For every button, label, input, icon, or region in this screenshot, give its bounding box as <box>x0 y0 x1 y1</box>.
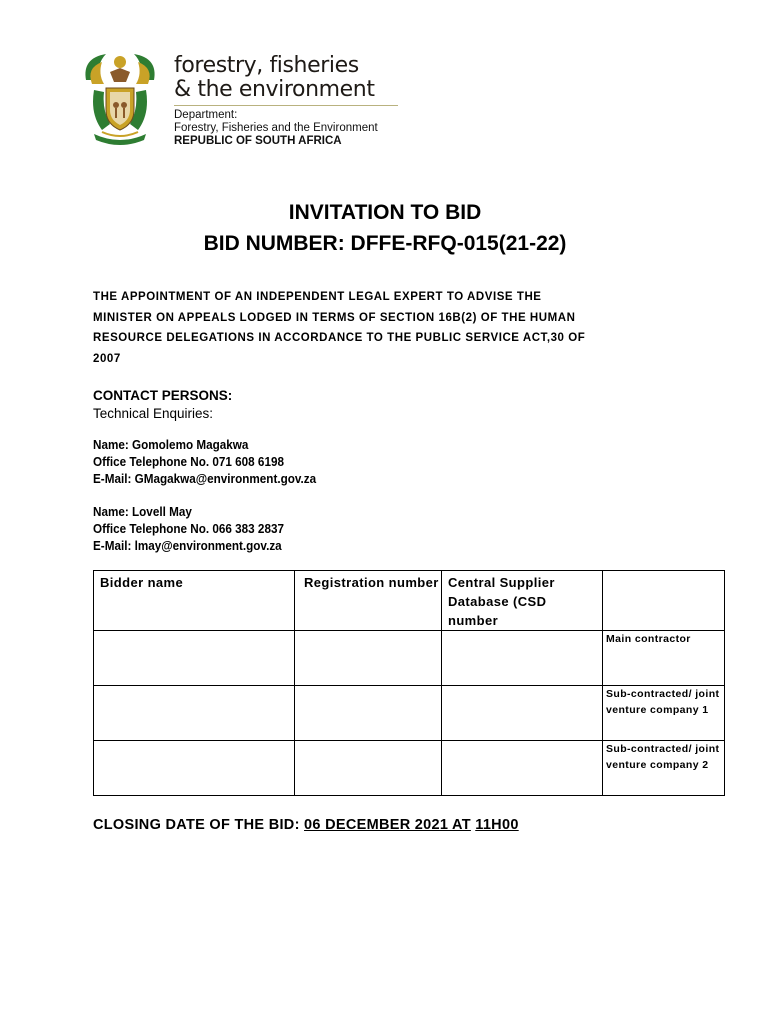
closing-time-value: 11H00 <box>475 817 519 833</box>
registration-number-cell[interactable] <box>295 686 442 741</box>
contact-phone: Office Telephone No. 066 383 2837 <box>93 521 284 536</box>
table-row <box>94 631 725 686</box>
table-header-row <box>94 571 725 631</box>
bidder-name-cell[interactable] <box>94 631 295 686</box>
subject-line: THE APPOINTMENT OF AN INDEPENDENT LEGAL EXPERT TO ADVISE THE <box>93 291 542 303</box>
csd-number-cell[interactable] <box>442 686 603 741</box>
table-row <box>94 741 725 796</box>
bidder-name-cell[interactable] <box>94 741 295 796</box>
role-cell: Sub-contracted/ joint venture company 2 <box>603 741 725 796</box>
document-title: INVITATION TO BID <box>288 201 482 224</box>
department-label: Department: <box>174 109 238 121</box>
contact-name: Name: Gomolemo Magakwa <box>93 437 249 452</box>
coat-of-arms-logo <box>80 50 160 148</box>
table-header-cell <box>603 571 725 631</box>
role-cell: Main contractor <box>603 631 725 686</box>
subject-line: RESOURCE DELEGATIONS IN ACCORDANCE TO THE PUBLIC SERVICE ACT,30 OF <box>93 332 586 344</box>
subject-line: 2007 <box>93 352 121 365</box>
contact-name: Name: Lovell May <box>93 504 192 519</box>
country-name: REPUBLIC OF SOUTH AFRICA <box>174 135 342 147</box>
technical-enquiries-label: Technical Enquiries: <box>93 406 214 421</box>
contact-persons-heading: CONTACT PERSONS: <box>93 388 233 403</box>
registration-number-cell[interactable] <box>295 741 442 796</box>
brand-line-1: forestry, fisheries <box>174 53 359 78</box>
closing-date-label: CLOSING DATE OF THE BID: <box>93 817 305 833</box>
contact-email[interactable]: E-Mail: GMagakwa@environment.gov.za <box>93 471 317 486</box>
brand-line-2: & the environment <box>174 77 375 102</box>
bid-subject <box>93 287 693 369</box>
contact-person-2 <box>93 503 305 554</box>
subject-line: MINISTER ON APPEALS LODGED IN TERMS OF SECTION 16B(2) OF THE HUMAN <box>93 311 576 324</box>
bid-number: BID NUMBER: DFFE-RFQ-015(21-22) <box>203 232 567 255</box>
table-row <box>94 686 725 741</box>
contact-email[interactable]: E-Mail: lmay@environment.gov.za <box>93 538 282 553</box>
closing-date <box>93 817 519 833</box>
bidder-table <box>93 570 725 796</box>
contact-person-1 <box>93 436 341 487</box>
role-cell: Sub-contracted/ joint venture company 1 <box>603 686 725 741</box>
brand-divider <box>174 105 398 106</box>
csd-number-cell[interactable] <box>442 741 603 796</box>
department-name: Forestry, Fisheries and the Environment <box>174 122 378 134</box>
table-header-cell: Central Supplier Database (CSD number <box>442 571 603 631</box>
closing-date-value: 06 DECEMBER 2021 AT <box>304 817 471 833</box>
bidder-name-cell[interactable] <box>94 686 295 741</box>
table-header-cell: Registration number <box>295 571 442 631</box>
contact-phone: Office Telephone No. 071 608 6198 <box>93 454 284 469</box>
registration-number-cell[interactable] <box>295 631 442 686</box>
csd-number-cell[interactable] <box>442 631 603 686</box>
table-header-cell: Bidder name <box>94 571 295 631</box>
